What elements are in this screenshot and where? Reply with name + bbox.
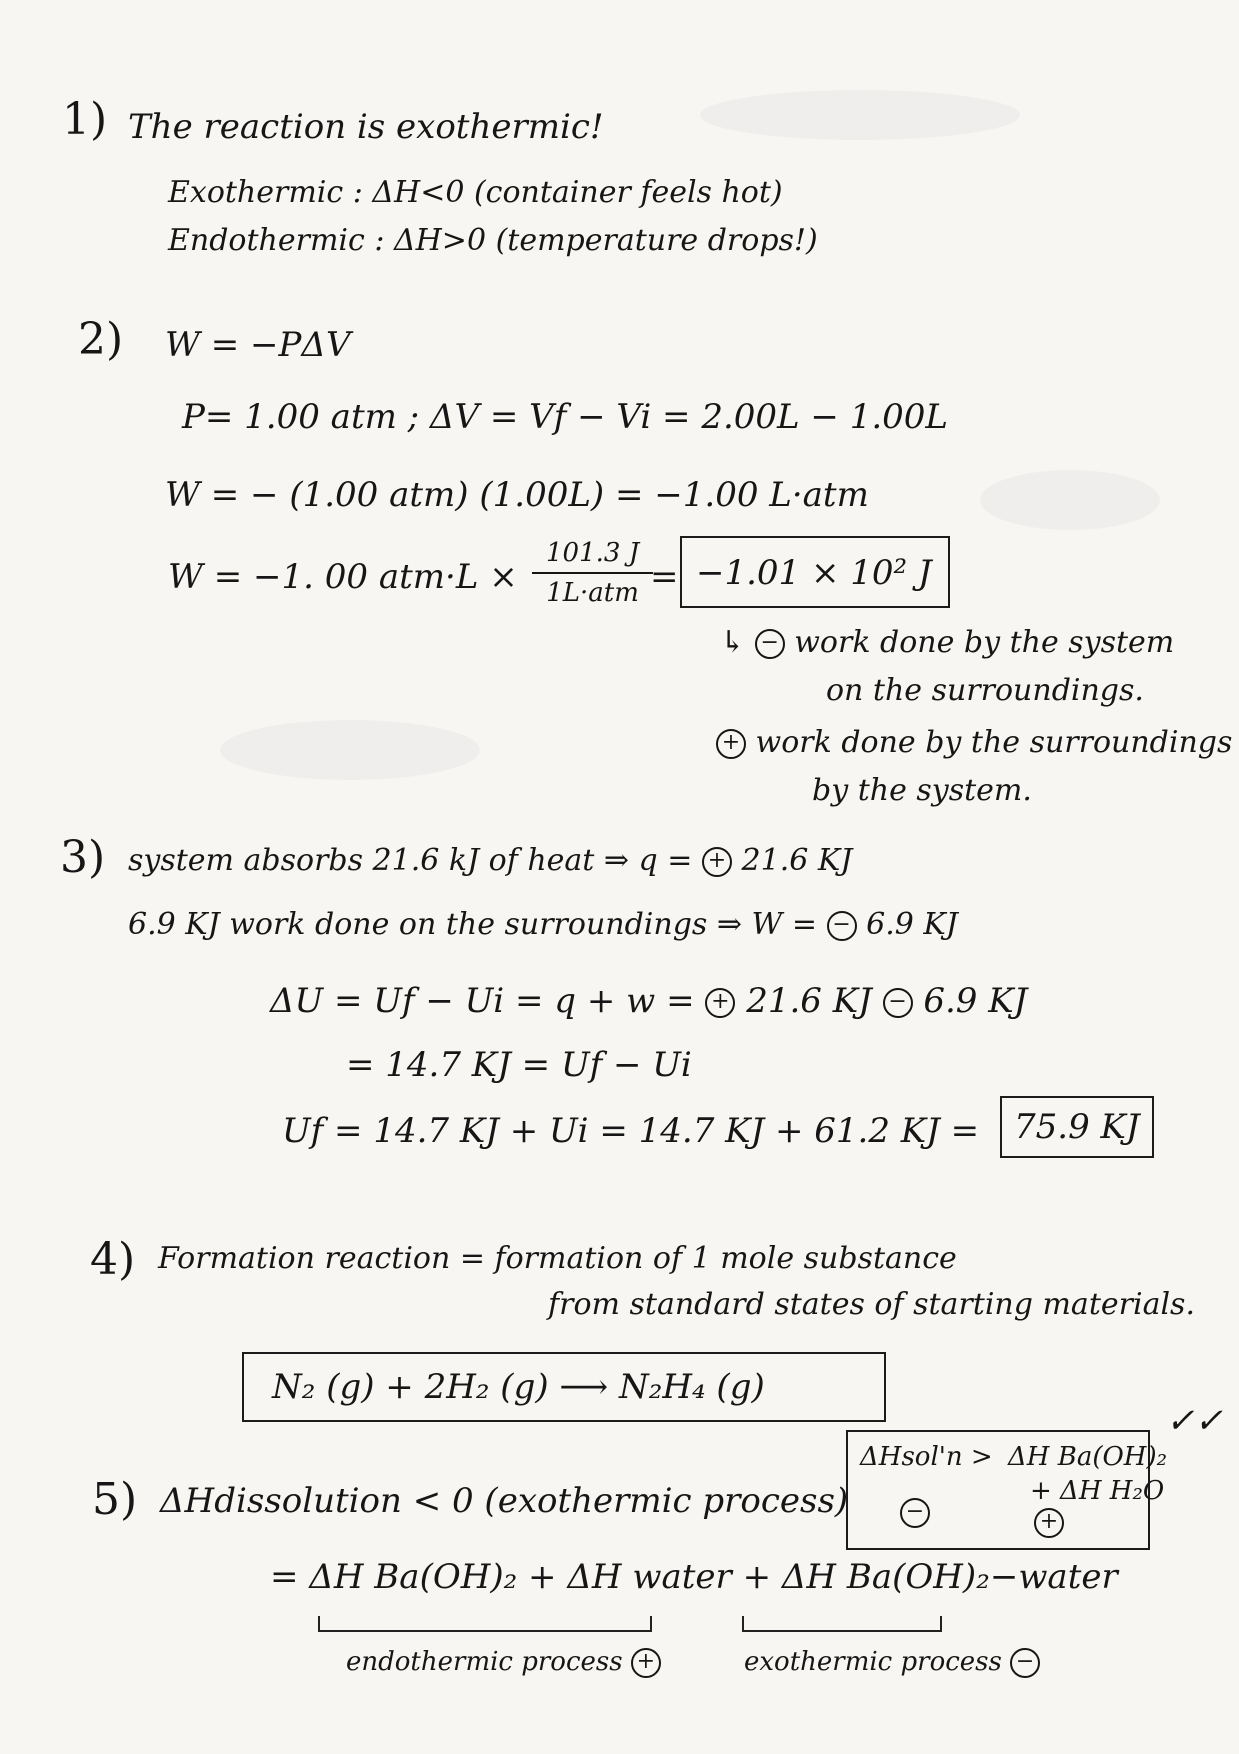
formation-equation: N₂ (g) + 2H₂ (g) ⟶ N₂H₄ (g) — [272, 1367, 765, 1407]
endothermic-label — [346, 1648, 661, 1678]
plus-circle-icon: + — [702, 847, 732, 877]
work-answer: −1.01 × 10² J — [696, 553, 932, 593]
heat-absorbed-text: system absorbs 21.6 kJ of heat ⇒ q = — [128, 843, 693, 878]
endothermic-brace — [318, 1616, 652, 1632]
work-done-text: 6.9 KJ work done on the surroundings ⇒ W = — [128, 907, 818, 942]
minus-circle-icon: − — [755, 629, 785, 659]
arrow-icon: ↳ — [720, 625, 746, 660]
equals-sign: = — [650, 557, 679, 597]
exothermic-label — [744, 1648, 1040, 1678]
minus-circle-icon: − — [883, 988, 913, 1018]
energy-change-text: ΔU = Uf − Ui = q + w = — [270, 981, 695, 1021]
section-2-number: 2) — [78, 314, 124, 365]
work-calc-line-2-prefix: W = −1. 00 atm·L × — [168, 557, 518, 597]
sign-note-positive-cont: by the system. — [812, 773, 1032, 808]
plus-circle-icon: + — [705, 988, 735, 1018]
comparison-right-1: ΔH Ba(OH)₂ — [1008, 1442, 1168, 1472]
fraction-denominator: 1L·atm — [546, 578, 639, 608]
dissolution-enthalpy-sum: = ΔH Ba(OH)₂ + ΔH water + ΔH Ba(OH)₂−water — [270, 1557, 1118, 1597]
plus-circle-icon: + — [716, 729, 746, 759]
sign-note-negative-text: work done by the system — [794, 625, 1175, 660]
conversion-fraction — [532, 538, 653, 608]
exothermic-brace — [742, 1616, 942, 1632]
sign-note-negative — [720, 625, 1175, 660]
section-1-number: 1) — [62, 94, 108, 145]
plus-circle-icon: + — [1034, 1508, 1064, 1538]
energy-change-result: = 14.7 KJ = Uf − Ui — [346, 1045, 692, 1085]
minus-circle-icon: − — [827, 911, 857, 941]
final-energy-answer: 75.9 KJ — [1014, 1107, 1140, 1147]
work-done-line — [128, 907, 958, 942]
endothermic-label-text: endothermic process — [346, 1647, 623, 1677]
plus-circle-icon: + — [631, 1648, 661, 1678]
section-1-heading: The reaction is exothermic! — [128, 107, 604, 147]
section-3-number: 3) — [60, 832, 106, 883]
work-term: 6.9 KJ — [923, 981, 1028, 1021]
formation-reaction-definition-cont: from standard states of starting materials. — [548, 1287, 1195, 1322]
minus-circle-icon: − — [900, 1498, 930, 1528]
work-formula: W = −PΔV — [165, 325, 351, 365]
heat-value: 21.6 KJ — [741, 843, 853, 878]
endothermic-line: Endothermic : ΔH>0 (temperature drops!) — [168, 223, 818, 258]
sign-note-negative-cont: on the surroundings. — [826, 673, 1144, 708]
work-value: 6.9 KJ — [866, 907, 958, 942]
heat-absorbed-line — [128, 843, 853, 878]
formation-reaction-definition: Formation reaction = formation of 1 mole substance — [158, 1241, 957, 1276]
minus-circle-icon: − — [1010, 1648, 1040, 1678]
heat-term: 21.6 KJ — [746, 981, 872, 1021]
comparison-right-2: + ΔH H₂O — [1030, 1476, 1165, 1506]
fraction-numerator: 101.3 J — [532, 538, 653, 574]
final-energy-line: Uf = 14.7 KJ + Ui = 14.7 KJ + 61.2 KJ = — [282, 1111, 980, 1151]
pressure-volume-line: P= 1.00 atm ; ΔV = Vf − Vi = 2.00L − 1.00L — [182, 397, 948, 437]
sign-note-positive-text: work done by the surroundings — [755, 725, 1233, 760]
sign-note-positive — [716, 725, 1233, 760]
check-marks: ✓✓ — [1166, 1401, 1223, 1441]
comparison-left: ΔHsol'n > — [860, 1442, 993, 1472]
exothermic-line: Exothermic : ΔH<0 (container feels hot) — [168, 175, 783, 210]
section-4-number: 4) — [90, 1234, 136, 1285]
dissolution-enthalpy-line: ΔHdissolution < 0 (exothermic process) — [160, 1481, 849, 1521]
section-5-number: 5) — [92, 1474, 138, 1525]
exothermic-label-text: exothermic process — [744, 1647, 1002, 1677]
work-calc-line-1: W = − (1.00 atm) (1.00L) = −1.00 L·atm — [165, 475, 869, 515]
energy-change-line — [270, 981, 1028, 1021]
